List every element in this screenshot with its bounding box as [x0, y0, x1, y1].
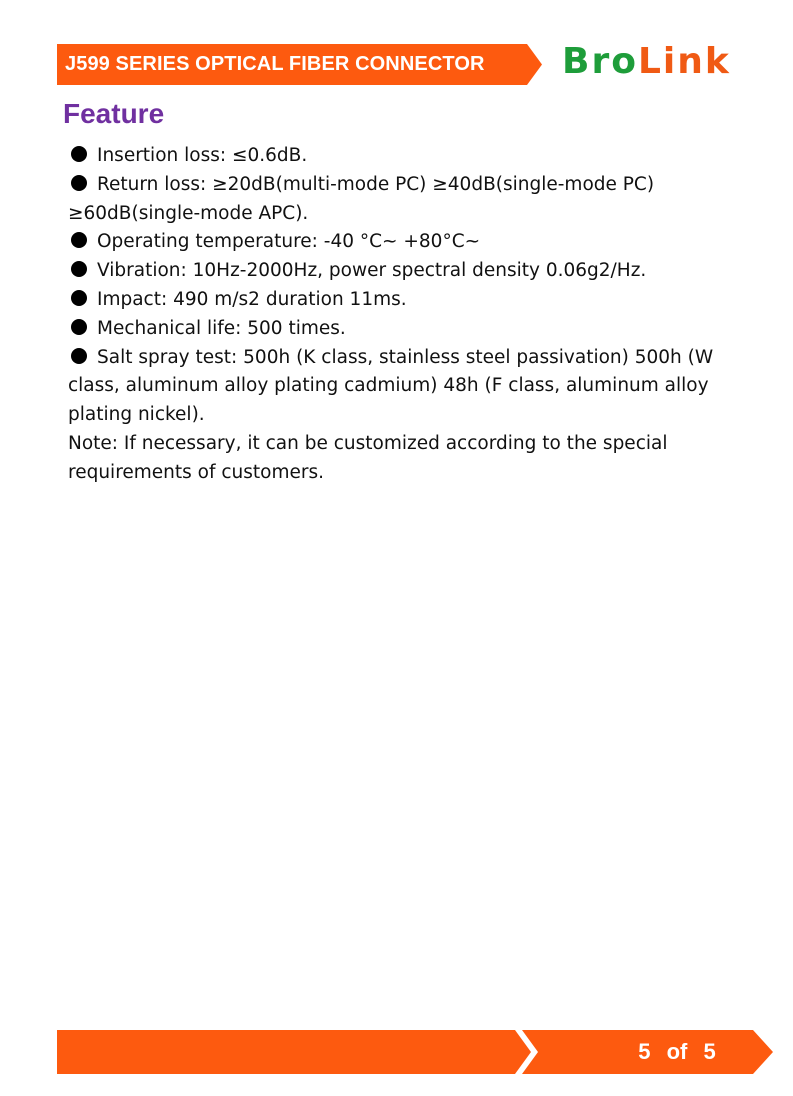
feature-text: Salt spray test: 500h (K class, stainless steel passivation) 500h (W class, aluminum alloy plating cadmium) 48h (F class, aluminum alloy plating nickel). — [68, 346, 714, 426]
feature-text: Mechanical life: 500 times. — [97, 317, 346, 339]
bullet-icon — [71, 232, 87, 248]
bullet-icon — [71, 175, 87, 191]
section-title: Feature — [63, 98, 165, 129]
feature-item — [68, 171, 748, 229]
feature-item — [68, 142, 748, 171]
feature-text: Return loss: ≥20dB(multi-mode PC) ≥40dB(single-mode PC) ≥60dB(single-mode APC). — [68, 173, 655, 224]
bullet-icon — [71, 290, 87, 306]
feature-item — [68, 315, 748, 344]
bullet-icon — [71, 319, 87, 335]
bullet-icon — [71, 146, 87, 162]
header-banner — [57, 44, 542, 85]
feature-text: Impact: 490 m/s2 duration 11ms. — [97, 288, 407, 310]
feature-item — [68, 344, 748, 430]
document-title: J599 SERIES OPTICAL FIBER CONNECTOR — [65, 53, 485, 75]
logo-text-bro: Bro — [562, 41, 638, 82]
feature-text: Operating temperature: -40 °C~ +80°C~ — [97, 231, 481, 253]
footer-banner — [57, 1030, 773, 1074]
feature-text: Vibration: 10Hz-2000Hz, power spectral density 0.06g2/Hz. — [97, 260, 647, 282]
feature-list — [68, 142, 748, 488]
bullet-icon — [71, 261, 87, 277]
page-number: 5 of 5 — [638, 1039, 716, 1064]
logo-text-link: Link — [637, 41, 731, 82]
brolink-logo — [562, 42, 731, 82]
feature-item — [68, 257, 748, 286]
note-text: Note: If necessary, it can be customized according to the special requirements of customers. — [68, 432, 668, 483]
feature-text: Insertion loss: ≤0.6dB. — [97, 145, 308, 166]
feature-item — [68, 286, 748, 315]
feature-item — [68, 228, 748, 257]
bullet-icon — [71, 348, 87, 364]
